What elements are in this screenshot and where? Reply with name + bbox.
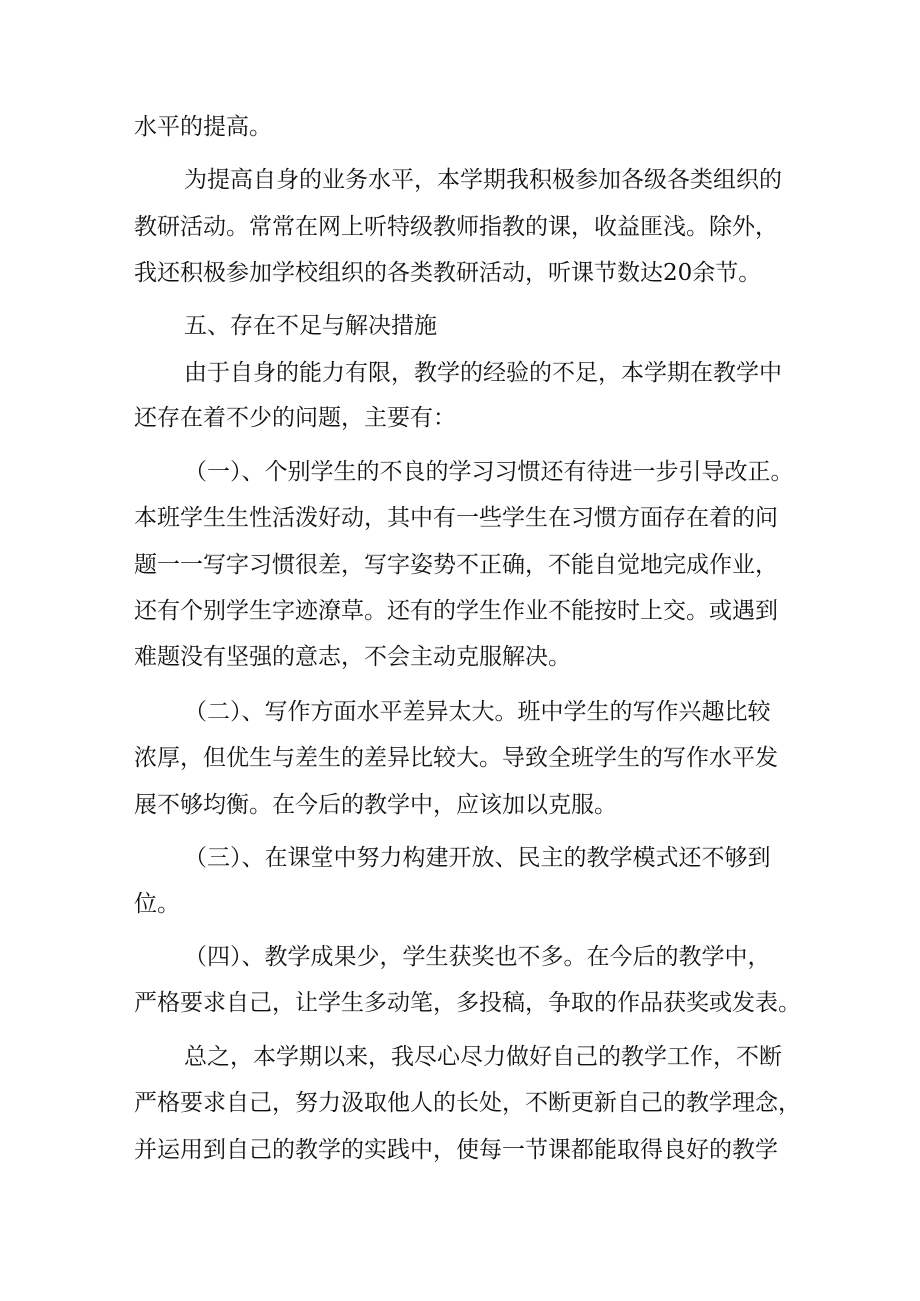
- text-line: （三）、在课堂中努力构建开放、民主的教学模式还不够到: [184, 845, 771, 871]
- text-line: 为提高自身的业务水平，本学期我积极参加各级各类组织的: [184, 167, 782, 193]
- text-line: 题一一写字习惯很差，写字姿势不正确，不能自觉地完成作业，: [134, 552, 778, 578]
- text-line: 严格要求自己，努力汲取他人的长处，不断更新自己的教学理念，: [134, 1090, 801, 1116]
- text-line: （二）、写作方面水平差异太大。班中学生的写作兴趣比较: [184, 699, 771, 725]
- text-line: 难题没有坚强的意志，不会主动克服解决。: [134, 644, 571, 670]
- text-line: （一）、个别学生的不良的学习习惯还有待进一步引导改正。: [184, 459, 794, 485]
- text-line: 严格要求自己，让学生多动笔，多投稿，争取的作品获奖或发表。: [134, 990, 801, 1016]
- section-heading: 五、存在不足与解决措施: [184, 313, 437, 339]
- text-line: 还存在着不少的问题，主要有：: [134, 405, 456, 431]
- text-line: （四）、教学成果少，学生获奖也不多。在今后的教学中，: [184, 944, 771, 970]
- text-line: 还有个别学生字迹潦草。还有的学生作业不能按时上交。或遇到: [134, 598, 778, 624]
- text-line: 总之，本学期以来，我尽心尽力做好自己的教学工作，不断: [184, 1044, 782, 1070]
- text-line: 由于自身的能力有限，教学的经验的不足，本学期在教学中: [184, 360, 782, 386]
- text-line: 水平的提高。: [134, 114, 272, 140]
- text-line: 位。: [134, 891, 180, 917]
- text-line: 我还积极参加学校组织的各类教研活动，听课节数达20余节。: [134, 260, 762, 286]
- text-line: 本班学生生性活泼好动，其中有一些学生在习惯方面存在着的问: [134, 505, 778, 531]
- text-line: 浓厚，但优生与差生的差异比较大。导致全班学生的写作水平发: [134, 745, 778, 771]
- text-line: 教研活动。常常在网上听特级教师指教的课，收益匪浅。除外，: [134, 214, 778, 240]
- text-line: 并运用到自己的教学的实践中，使每一节课都能取得良好的教学: [134, 1137, 778, 1163]
- text-line: 展不够均衡。在今后的教学中，应该加以克服。: [134, 792, 617, 818]
